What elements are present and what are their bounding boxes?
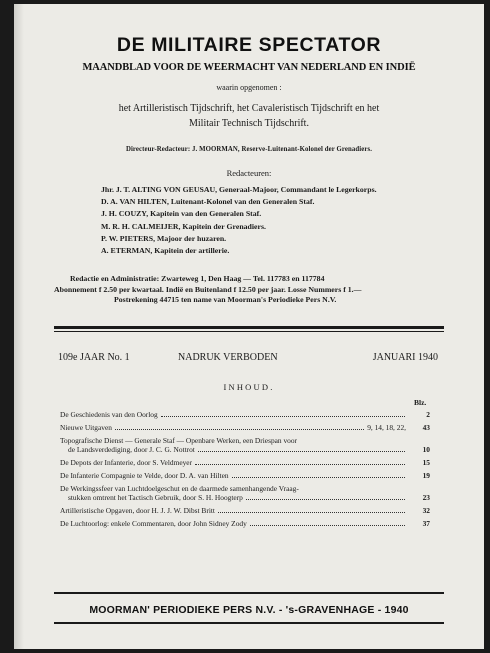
magazine-page (14, 4, 484, 649)
toc-entry-title: Artilleristische Opgaven, door H. J. J. W. Dibst Britt (60, 506, 215, 515)
toc-entry (60, 436, 430, 454)
toc-entry (60, 423, 430, 432)
issue-notice: NADRUK VERBODEN (178, 352, 278, 363)
editors-list (101, 184, 377, 257)
toc-page-label: Blz. (414, 398, 427, 407)
toc-leader-dots (246, 499, 405, 500)
toc-entry (60, 458, 430, 467)
admin-address-line: Redactie en Administratie: Zwarteweg 1, Den Haag — Tel. 117783 en 117784 (70, 274, 325, 283)
footer-rule-bottom (54, 622, 444, 624)
toc-entry-extra-pages: 9, 14, 18, 22, (367, 423, 406, 432)
toc-leader-dots (115, 429, 364, 430)
issue-volume: 109e JAAR No. 1 (58, 352, 130, 363)
administration-block (54, 274, 444, 306)
editor-item: P. W. PIETERS, Majoor der huzaren. (101, 233, 227, 243)
toc-leader-dots (195, 464, 405, 465)
footer-rule-top (54, 592, 444, 594)
toc-entry-page: 37 (422, 519, 430, 528)
included-journals-line2: Militair Technisch Tijdschrift. (189, 118, 309, 129)
toc-leader-dots (161, 416, 405, 417)
editor-item: A. ETERMAN, Kapitein der artillerie. (101, 245, 230, 255)
toc-entry (60, 506, 430, 515)
editors-heading: Redacteuren: (226, 168, 272, 178)
admin-subscription-line: Abonnement f 2.50 per kwartaal. Indië en Buitenland f 12.50 per jaar. Losse Nummers f 1.— (54, 284, 362, 294)
admin-postal-line: Postrekening 44715 ten name van Moorman's Periodieke Pers N.V. (114, 295, 337, 304)
toc-entry-page: 32 (422, 506, 430, 515)
toc-entry-title-line2: de Landsverdediging, door J. C. G. Nottrot (68, 445, 195, 454)
toc-entry-title-line1: De Werkingssfeer van Luchtdoelgeschut en de daarmede samenhangende Vraag- (60, 484, 299, 493)
issue-date: JANUARI 1940 (372, 352, 438, 363)
divider-thin (54, 331, 444, 332)
toc-entry (60, 471, 430, 480)
toc-entry-title: De Depots der Infanterie, door S. Veldmeyer (60, 458, 193, 467)
divider-thick (54, 326, 444, 329)
editor-item: D. A. VAN HILTEN, Luitenant-Kolonel van den Generalen Staf. (101, 197, 315, 207)
editor-item: M. R. H. CALMEIJER, Kapitein der Grenadiers. (101, 221, 266, 231)
toc-leader-dots (198, 451, 405, 452)
editor-item: J. H. COUZY, Kapitein van den Generalen Staf. (101, 209, 262, 219)
toc-entry-title: Nieuwe Uitgaven (60, 423, 112, 432)
toc-entry-title: De Geschiedenis van den Oorlog (60, 410, 158, 419)
toc-entry-page: 43 (422, 423, 430, 432)
toc-heading: INHOUD. (223, 382, 275, 392)
included-label: waarin opgenomen : (216, 83, 282, 92)
toc-entry-page: 23 (422, 493, 430, 502)
toc-entry (60, 410, 430, 419)
table-of-contents (60, 410, 430, 532)
toc-entry-title: De Infanterie Compagnie te Velde, door D. A. van Hilten (60, 471, 229, 480)
toc-entry-page: 10 (422, 445, 430, 454)
toc-entry-title-line2: stukken omtrent het Tactisch Gebruik, door S. H. Hoogterp (68, 493, 243, 502)
page-spine-shadow (14, 4, 24, 649)
toc-entry-title: De Luchtoorlog: enkele Commentaren, door John Sidney Zody (60, 519, 247, 528)
toc-entry (60, 484, 430, 502)
toc-leader-dots (232, 477, 405, 478)
toc-leader-dots (250, 525, 405, 526)
director-line: Directeur-Redacteur: J. MOORMAN, Reserve-Luitenant-Kolonel der Grenadiers. (125, 146, 373, 153)
toc-entry-page: 2 (426, 410, 430, 419)
toc-entry-page: 19 (422, 471, 430, 480)
toc-entry (60, 519, 430, 528)
footer-publisher: MOORMAN' PERIODIEKE PERS N.V. - 's-GRAVENHAGE - 1940 (89, 604, 409, 616)
included-journals-line1: het Artilleristisch Tijdschrift, het Cavaleristisch Tijdschrift en het (118, 103, 380, 114)
editor-item: Jhr. J. T. ALTING VON GEUSAU, Generaal-Majoor, Commandant le Legerkorps. (101, 185, 377, 194)
toc-entry-title-line1: Topografische Dienst — Generale Staf — Openbare Werken, een Driespan voor (60, 436, 298, 445)
masthead-subtitle: MAANDBLAD VOOR DE WEERMACHT VAN NEDERLAND EN INDIË (82, 62, 416, 73)
toc-entry-page: 15 (422, 458, 430, 467)
toc-leader-dots (218, 512, 405, 513)
masthead-title: DE MILITAIRE SPECTATOR (116, 34, 382, 56)
